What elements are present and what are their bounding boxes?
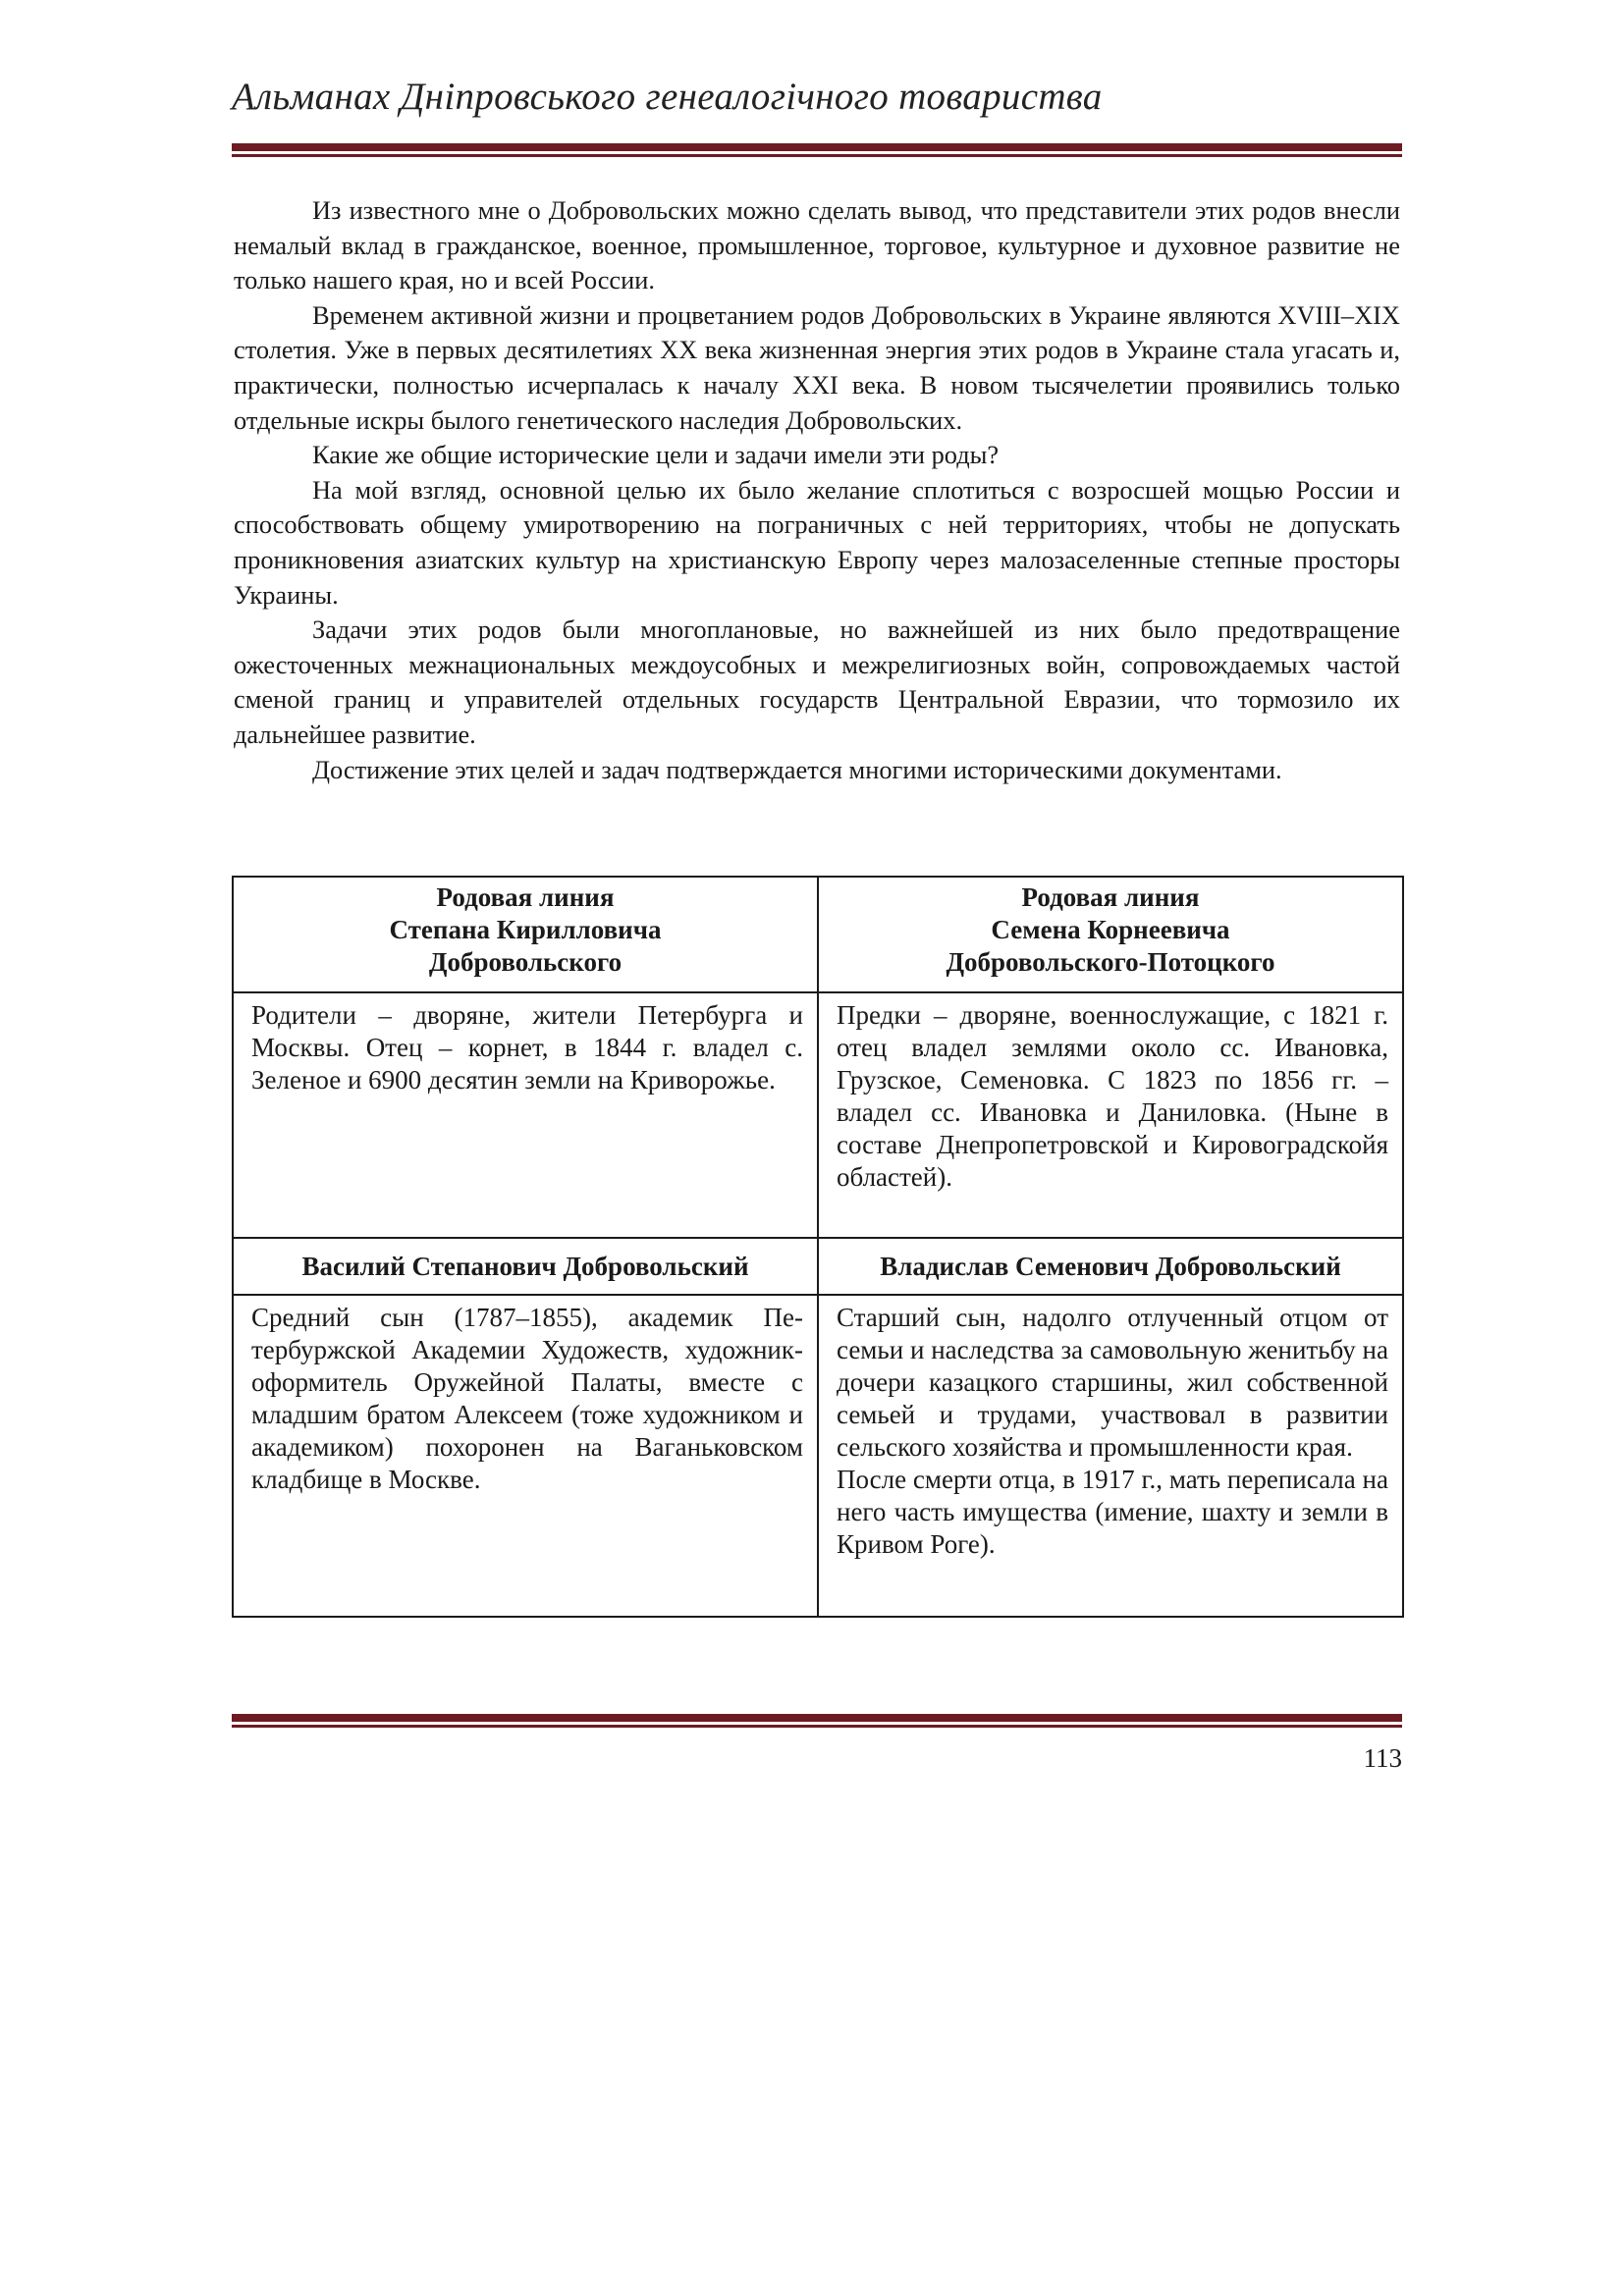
table-row bbox=[233, 992, 1403, 1238]
right-origin-cell: Предки – дворяне, военнослужащие, с 1821 г. отец владел землями около сс. Ивановка, Грузское, Семеновка. С 1823 по 1856 гг. – владел сс. Ивановка и Даниловка. (Ныне в составе Днепропетровской и Кировоградскойя областей). bbox=[818, 992, 1403, 1238]
almanac-title: Альманах Дніпровського генеалогічного товариства bbox=[232, 76, 1103, 118]
paragraph: Из известного мне о Добровольских можно сделать вывод, что представители этих родов внесли немалый вклад в гражданское, военное, промышленное, торговое, культурное и духовное развитие не только нашего края, но и всей России. bbox=[234, 195, 1400, 295]
bio-paragraph: Старший сын, надолго отлученный отцом от семьи и наследства за самовольную женитьбу на дочери казацкого старшины, жил собственной семьей и трудами, участвовал в развитии сельского хозяйства и промышленности края. bbox=[837, 1303, 1388, 1462]
left-lineage-header bbox=[233, 877, 818, 992]
paragraph: На мой взгляд, основной целью их было желание сплотиться с возросшей мощью России и способствовать общему умиротворению на пограничных с ней территориях, чтобы не допускать проникновения азиатских культур на христианскую Европу через малозаселенные степные просторы Украины. bbox=[234, 474, 1400, 610]
header-line: Степана Кирилловича bbox=[389, 915, 662, 944]
left-origin-cell: Родители – дворяне, жители Петербурга и Москвы. Отец – корнет, в 1844 г. владел с. Зеленое и 6900 десятин земли на Криворожье. bbox=[233, 992, 818, 1238]
table-row bbox=[233, 1295, 1403, 1617]
header-line: Родовая линия bbox=[436, 882, 615, 912]
header-line: Добровольского-Потоцкого bbox=[946, 947, 1275, 977]
right-name-cell: Владислав Семенович Добровольский bbox=[818, 1238, 1403, 1295]
paragraph: Достижение этих целей и задач подтверждается многими историческими документами. bbox=[312, 754, 1282, 784]
header-rule bbox=[232, 143, 1402, 157]
page-number: 113 bbox=[1363, 1743, 1402, 1773]
right-lineage-header bbox=[818, 877, 1403, 992]
header-line: Родовая линия bbox=[1021, 882, 1200, 912]
header-line: Добровольского bbox=[428, 947, 623, 977]
bio-paragraph: После смерти отца, в 1917 г., мать переписала на него часть имущества (имение, шахту и земли в Кривом Роге). bbox=[837, 1465, 1388, 1559]
article-body bbox=[234, 193, 1400, 787]
left-name-cell: Василий Степанович Добровольский bbox=[233, 1238, 818, 1295]
lineage-table bbox=[232, 876, 1404, 1618]
table-row bbox=[233, 1238, 1403, 1295]
left-bio-cell: Средний сын (1787–1855), академик Петербуржской Академии Художеств, художник-оформитель Оружейной Палаты, вместе с младшим братом Алексеем (тоже художником и академиком) похоронен на Ваганьковском кладбище в Москве. bbox=[233, 1295, 818, 1617]
table-row bbox=[233, 877, 1403, 992]
right-bio-cell bbox=[818, 1295, 1403, 1617]
header-line: Семена Корнеевича bbox=[991, 915, 1230, 944]
paragraph: Какие же общие исторические цели и задачи имели эти роды? bbox=[312, 440, 1000, 470]
paragraph: Временем активной жизни и процветанием родов Добровольских в Украине являются XVIII–XIX столетия. Уже в первых десятилетиях XX века жизненная энергия этих родов в Украине стала угасать и, практически, полностью исчерпалась к началу XXI века. В новом тысячелетии проявились только отдельные искры былого генетического наследия Добровольских. bbox=[234, 299, 1400, 435]
footer-rule bbox=[232, 1714, 1402, 1728]
paragraph: Задачи этих родов были многоплановые, но важнейшей из них было предотвращение ожесточенных межнациональных междоусобных и межрелигиозных войн, сопровождаемых частой сменой границ и управителей отдельных государств Центральной Евразии, что тормозило их дальнейшее развитие. bbox=[234, 614, 1400, 749]
